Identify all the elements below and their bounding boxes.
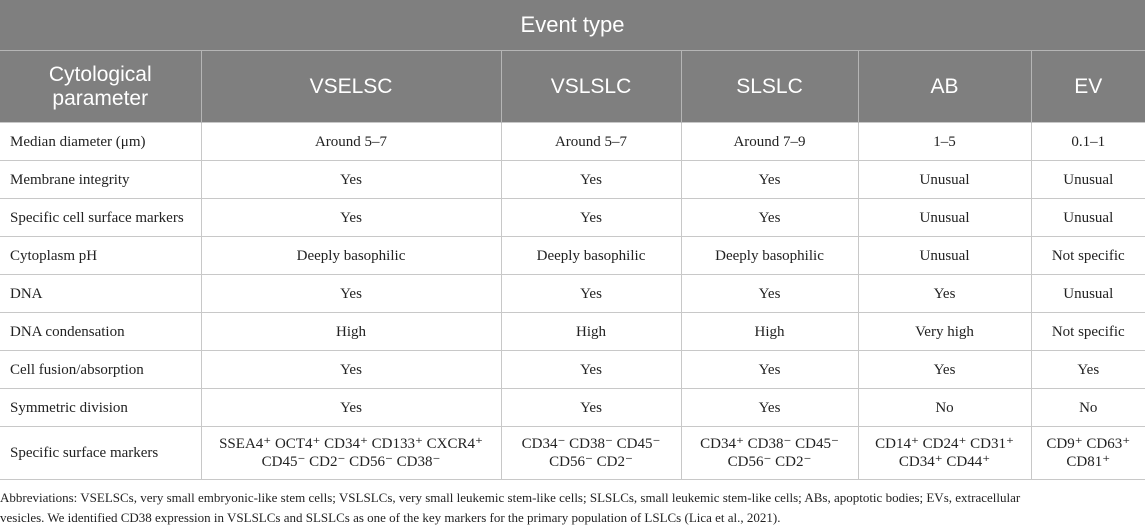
row-label: DNA	[0, 275, 201, 313]
table-row	[0, 389, 1145, 427]
table-cell: Yes	[201, 351, 501, 389]
table-cell: Yes	[501, 351, 681, 389]
table-cell: Yes	[681, 275, 858, 313]
super-header-row	[0, 0, 1145, 51]
table-row-markers	[0, 427, 1145, 480]
table-cell: Yes	[201, 199, 501, 237]
table-cell: Not specific	[1031, 313, 1145, 351]
table-cell: No	[858, 389, 1031, 427]
row-label: DNA condensation	[0, 313, 201, 351]
table-cell: No	[1031, 389, 1145, 427]
row-label: Specific surface markers	[0, 427, 201, 480]
table-cell: Deeply basophilic	[501, 237, 681, 275]
table-cell: High	[681, 313, 858, 351]
marker-line: CD14⁺ CD24⁺ CD31⁺	[875, 436, 1014, 452]
table-cell: Yes	[201, 389, 501, 427]
table-cell: Unusual	[1031, 161, 1145, 199]
table-cell: Yes	[681, 389, 858, 427]
table-cell: 0.1–1	[1031, 123, 1145, 161]
table-row	[0, 161, 1145, 199]
table-cell: Yes	[681, 351, 858, 389]
event-type-header: Event type	[0, 0, 1145, 51]
table-row	[0, 313, 1145, 351]
table-cell: Unusual	[1031, 199, 1145, 237]
column-header: VSLSLC	[501, 51, 681, 123]
table-cell: Yes	[501, 199, 681, 237]
table-row	[0, 123, 1145, 161]
table-cell: 1–5	[858, 123, 1031, 161]
table-row	[0, 199, 1145, 237]
row-label: Cytoplasm pH	[0, 237, 201, 275]
table-cell: Yes	[501, 275, 681, 313]
marker-line: CD56⁻ CD2⁻	[727, 454, 812, 470]
table-cell: Yes	[858, 275, 1031, 313]
table-row	[0, 237, 1145, 275]
table-cell: Yes	[201, 275, 501, 313]
table-footnote	[0, 488, 1140, 528]
marker-line: SSEA4⁺ OCT4⁺ CD34⁺ CD133⁺ CXCR4⁺	[219, 436, 483, 452]
table-cell: Yes	[858, 351, 1031, 389]
table-cell: Unusual	[1031, 275, 1145, 313]
column-header: Cytological parameter	[0, 51, 201, 123]
table-cell: Very high	[858, 313, 1031, 351]
marker-line: CD56⁻ CD2⁻	[549, 454, 633, 470]
row-label: Median diameter (μm)	[0, 123, 201, 161]
column-header: SLSLC	[681, 51, 858, 123]
row-label: Membrane integrity	[0, 161, 201, 199]
footnote-line: Abbreviations: VSELSCs, very small embryonic-like stem cells; VSLSLCs, very small leukemic stem-like cells; SLSLCs, small leukemic stem-like cells; ABs, apoptotic bodies; EVs, extracellular	[0, 490, 1021, 505]
markers-cell-ab	[858, 427, 1031, 480]
table-cell: High	[201, 313, 501, 351]
table-cell: Unusual	[858, 161, 1031, 199]
markers-cell-slslc	[681, 427, 858, 480]
markers-cell-ev	[1031, 427, 1145, 480]
marker-line: CD9⁺ CD63⁺	[1046, 436, 1131, 452]
table-cell: Deeply basophilic	[201, 237, 501, 275]
table-cell: Around 7–9	[681, 123, 858, 161]
table-cell: Around 5–7	[501, 123, 681, 161]
table-cell: Deeply basophilic	[681, 237, 858, 275]
row-label: Specific cell surface markers	[0, 199, 201, 237]
table-cell: Yes	[501, 161, 681, 199]
column-header: AB	[858, 51, 1031, 123]
table-cell: High	[501, 313, 681, 351]
markers-cell-vslslc	[501, 427, 681, 480]
markers-cell-vselsc	[201, 427, 501, 480]
table-cell: Yes	[501, 389, 681, 427]
table-cell: Yes	[201, 161, 501, 199]
marker-line: CD34⁻ CD38⁻ CD45⁻	[521, 436, 661, 452]
table-cell: Unusual	[858, 199, 1031, 237]
row-label: Symmetric division	[0, 389, 201, 427]
marker-line: CD81⁺	[1066, 454, 1111, 470]
marker-line: CD45⁻ CD2⁻ CD56⁻ CD38⁻	[261, 454, 441, 470]
footnote-line: vesicles. We identified CD38 expression in VSLSLCs and SLSLCs as one of the key markers for the primary population of LSLCs (Lica et al., 2021).	[0, 510, 781, 525]
column-header: VSELSC	[201, 51, 501, 123]
table-cell: Yes	[1031, 351, 1145, 389]
marker-line: CD34⁺ CD44⁺	[898, 454, 991, 470]
table-row	[0, 275, 1145, 313]
marker-line: CD34⁺ CD38⁻ CD45⁻	[700, 436, 839, 452]
table-row	[0, 351, 1145, 389]
table-cell: Not specific	[1031, 237, 1145, 275]
table-cell: Yes	[681, 161, 858, 199]
column-header-row	[0, 51, 1145, 123]
row-label: Cell fusion/absorption	[0, 351, 201, 389]
table-cell: Unusual	[858, 237, 1031, 275]
column-header: EV	[1031, 51, 1145, 123]
table-cell: Yes	[681, 199, 858, 237]
table-cell: Around 5–7	[201, 123, 501, 161]
